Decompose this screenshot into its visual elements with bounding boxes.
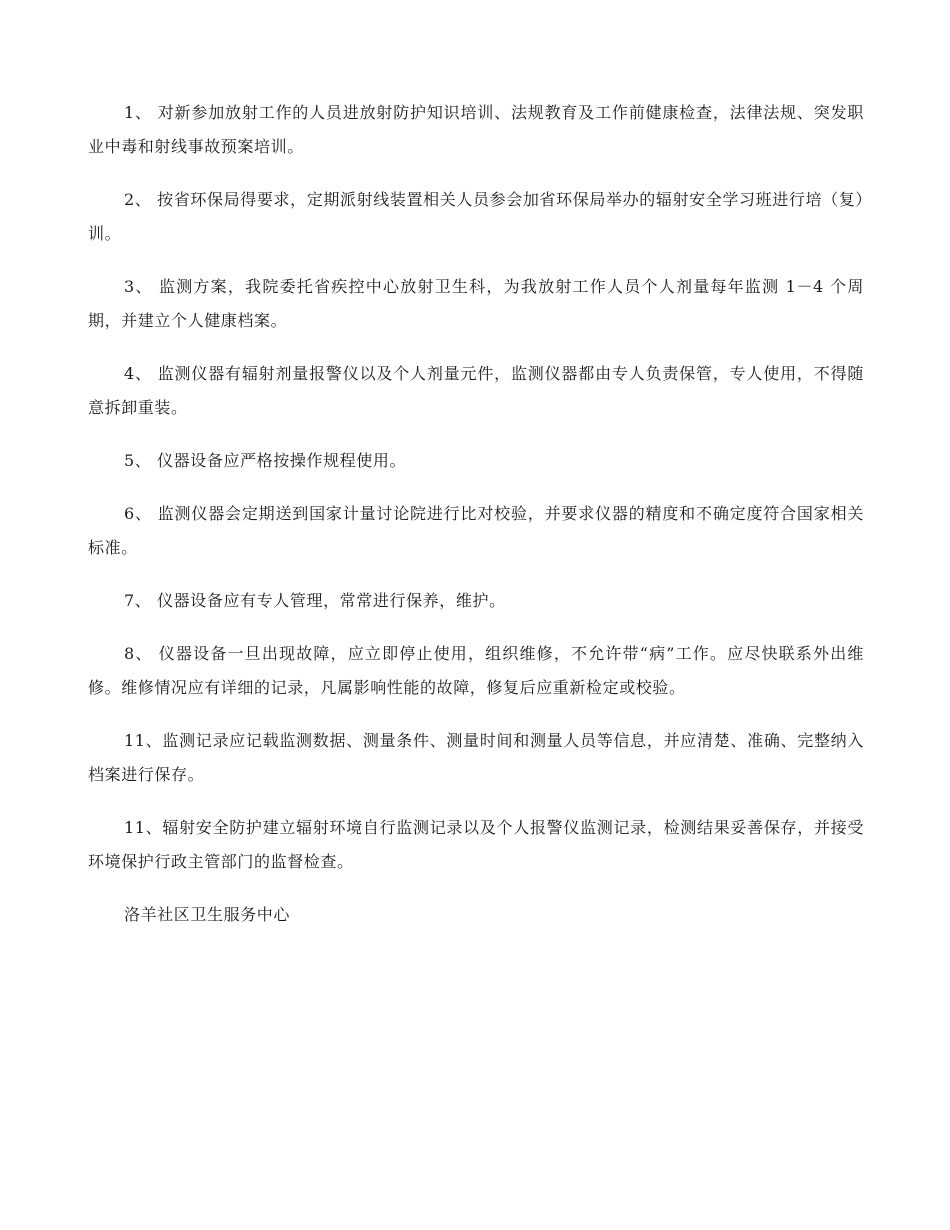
paragraph-6: 6、 监测仪器会定期送到国家计量讨论院进行比对校验，并要求仪器的精度和不确定度符合国家相关标准。 [88, 504, 864, 557]
paragraph-2: 2、 按省环保局得要求，定期派射线装置相关人员参会加省环保局举办的辐射安全学习班进行培（复）训。 [88, 190, 864, 243]
paragraph-5: 5、 仪器设备应严格按操作规程使用。 [124, 451, 407, 470]
paragraph-4: 4、 监测仪器有辐射剂量报警仪以及个人剂量元件，监测仪器都由专人负责保管，专人使用，不得随意拆卸重装。 [88, 364, 864, 417]
paragraph-9: 11、监测记录应记载监测数据、测量条件、测量时间和测量人员等信息，并应清楚、准确、完整纳入档案进行保存。 [88, 731, 864, 784]
paragraph-10: 11、辐射安全防护建立辐射环境自行监测记录以及个人报警仪监测记录，检测结果妥善保存，并接受环境保护行政主管部门的监督检查。 [88, 818, 864, 871]
paragraph-1: 1、 对新参加放射工作的人员进放射防护知识培训、法规教育及工作前健康检查，法律法规、突发职业中毒和射线事故预案培训。 [88, 103, 864, 156]
paragraph-3: 3、 监测方案，我院委托省疾控中心放射卫生科，为我放射工作人员个人剂量每年监测 1－4 个周期，并建立个人健康档案。 [88, 277, 864, 330]
paragraph-7: 7、 仪器设备应有专人管理，常常进行保养，维护。 [124, 591, 506, 610]
paragraph-8: 8、 仪器设备一旦出现故障，应立即停止使用，组织维修，不允许带“病”工作。应尽快联系外出维修。维修情况应有详细的记录，凡属影响性能的故障，修复后应重新检定或校验。 [88, 644, 864, 697]
document-body [88, 96, 864, 932]
signature: 洛羊社区卫生服务中心 [124, 905, 291, 924]
